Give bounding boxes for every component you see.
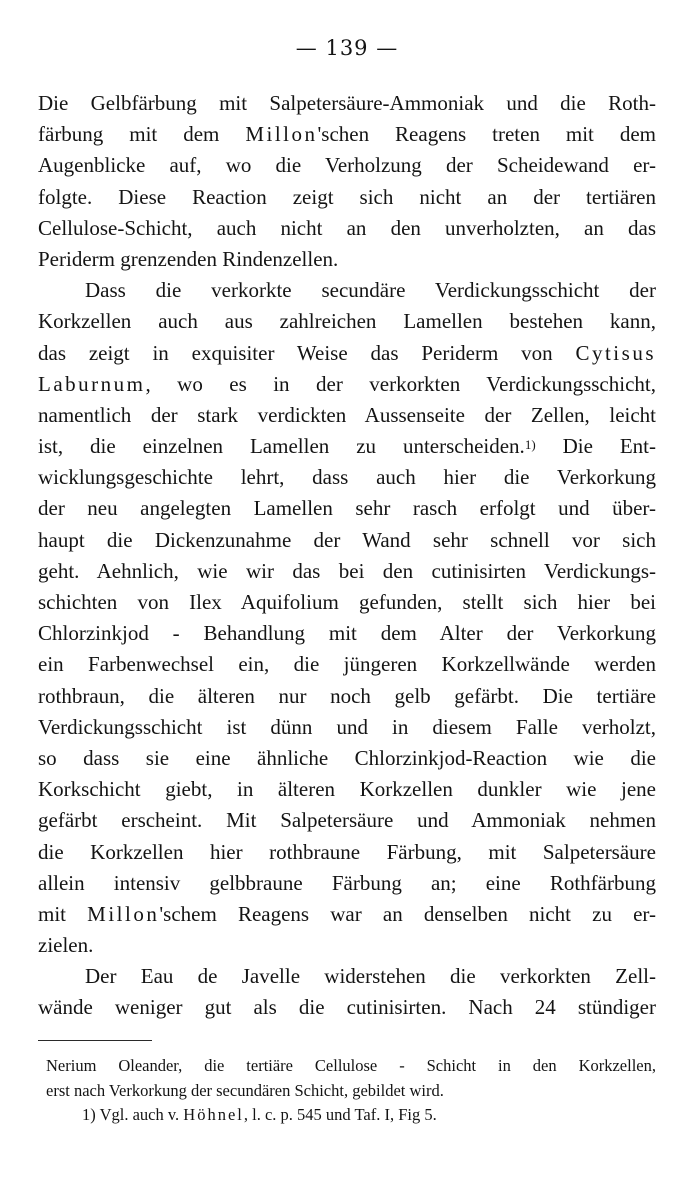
- author-name-hoehnel: Höhnel: [183, 1105, 244, 1124]
- footnote-divider: [38, 1040, 152, 1041]
- text-fragment: das zeigt in exquisiter Weise das Periderm von: [38, 340, 576, 365]
- text-fragment: ist, die einzelnen Lamellen zu unterscheiden.: [38, 434, 525, 459]
- text-line: [38, 338, 656, 369]
- text-line: wicklungsgeschichte lehrt, dass auch hier die Verkorkung: [38, 465, 656, 490]
- text-fragment: Vgl. auch v.: [95, 1105, 184, 1124]
- footnote-line: erst nach Verkorkung der secundären Schicht, gebildet wird.: [46, 1080, 444, 1100]
- text-line: allein intensiv gelbbraune Färbung an; eine Rothfärbung: [38, 870, 656, 895]
- text-fragment: , l. c. p. 545 und Taf. I, Fig 5.: [243, 1105, 437, 1124]
- main-text-body: [38, 88, 656, 1024]
- text-line: namentlich der stark verdickten Aussenseite der Zellen, leicht: [38, 402, 656, 427]
- text-line: wände weniger gut als die cutinisirten. Nach 24 stündiger: [38, 995, 656, 1020]
- text-line: Periderm grenzenden Rindenzellen.: [38, 246, 339, 271]
- text-line: ein Farbenwechsel ein, die jüngeren Korkzellwände werden: [38, 652, 656, 677]
- text-line: folgte. Diese Reaction zeigt sich nicht an der tertiären: [38, 184, 656, 209]
- species-name-laburnum: Laburnum: [38, 371, 146, 396]
- author-name-millon: Millon: [87, 901, 160, 926]
- text-line: Cellulose-Schicht, auch nicht an den unverholzten, an das: [38, 215, 656, 240]
- text-fragment: , wo es in der verkorkten Verdickungsschicht,: [145, 371, 656, 396]
- paragraph-start-line: Dass die verkorkte secundäre Verdickungsschicht der: [85, 278, 656, 303]
- text-line: rothbraun, die älteren nur noch gelb gefärbt. Die tertiäre: [38, 683, 656, 708]
- text-line: [38, 431, 656, 462]
- text-line: zielen.: [38, 933, 94, 958]
- footnotes-section: [46, 1054, 656, 1128]
- text-line: [38, 899, 656, 930]
- text-line: die Korkzellen hier rothbraune Färbung, mit Salpetersäure: [38, 839, 656, 864]
- text-line: Die Gelbfärbung mit Salpetersäure-Ammoniak und die Roth-: [38, 91, 656, 115]
- text-line: haupt die Dickenzunahme der Wand sehr schnell vor sich: [38, 527, 656, 552]
- text-line: Chlorzinkjod - Behandlung mit dem Alter der Verkorkung: [38, 621, 656, 646]
- species-name-cytisus: Cytisus: [575, 340, 656, 365]
- footnote-reference: 1): [524, 437, 536, 453]
- text-fragment: färbung mit dem: [38, 122, 246, 147]
- text-line: gefärbt erscheint. Mit Salpetersäure und Ammoniak nehmen: [38, 808, 656, 833]
- author-name-millon: Millon: [245, 122, 318, 147]
- text-line: Verdickungsschicht ist dünn und in diesem Falle verholzt,: [38, 714, 656, 739]
- text-line: schichten von Ilex Aquifolium gefunden, stellt sich hier bei: [38, 590, 656, 614]
- page-number-header: — 139 —: [295, 36, 399, 60]
- footnote-line: [46, 1103, 656, 1128]
- text-line: so dass sie eine ähnliche Chlorzinkjod-Reaction wie die: [38, 745, 656, 770]
- text-fragment: Die Ent-: [535, 434, 656, 459]
- text-fragment: mit: [38, 901, 88, 926]
- text-line: [38, 119, 656, 150]
- text-line: der neu angelegten Lamellen sehr rasch erfolgt und über-: [38, 496, 656, 521]
- text-fragment: 'schen Reagens treten mit dem: [317, 122, 656, 147]
- text-line: Augenblicke auf, wo die Verholzung der Scheidewand er-: [38, 153, 656, 178]
- text-line: Korkschicht giebt, in älteren Korkzellen dunkler wie jene: [38, 777, 656, 802]
- text-line: geht. Aehnlich, wie wir das bei den cutinisirten Verdickungs-: [38, 558, 656, 583]
- text-line: [38, 369, 656, 400]
- footnote-marker: 1): [82, 1105, 96, 1124]
- paragraph-start-line: Der Eau de Javelle widerstehen die verkorkten Zell-: [85, 964, 656, 989]
- footnote-line: Nerium Oleander, die tertiäre Cellulose - Schicht in den Korkzellen,: [46, 1056, 656, 1075]
- text-line: Korkzellen auch aus zahlreichen Lamellen bestehen kann,: [38, 309, 656, 334]
- text-fragment: 'schem Reagens war an denselben nicht zu er-: [159, 901, 656, 926]
